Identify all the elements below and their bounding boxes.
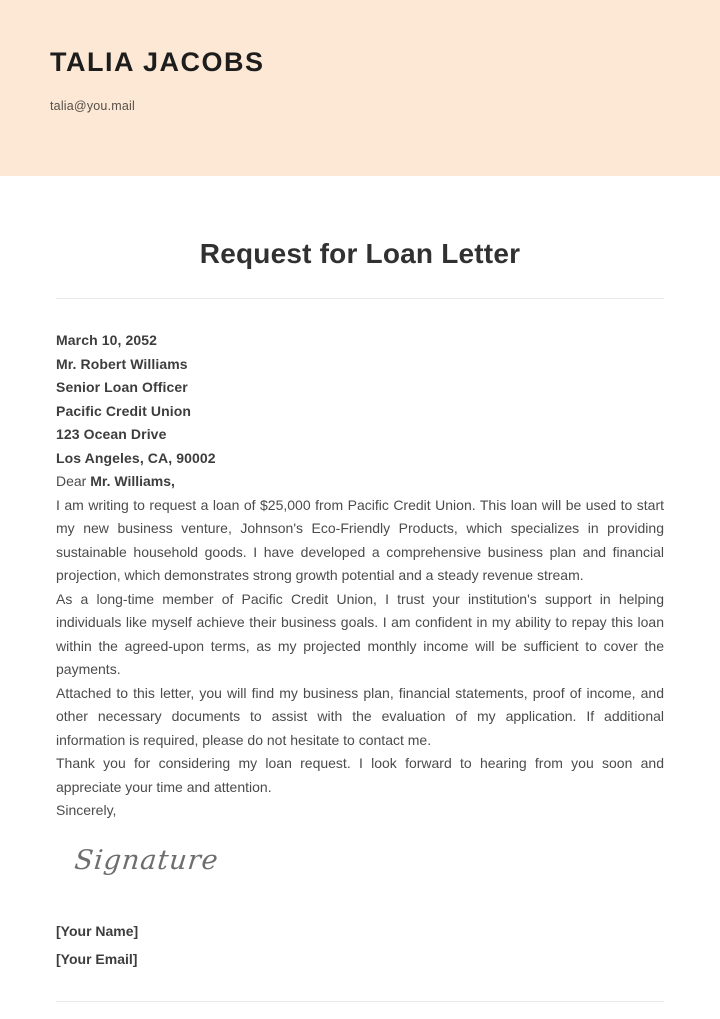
recipient-title: Senior Loan Officer: [56, 379, 188, 395]
letter-date: March 10, 2052: [56, 332, 158, 348]
salutation: [56, 470, 664, 494]
paragraph-2: As a long-time member of Pacific Credit Union, I trust your institution's support in helping individuals like myself achieve their business goals. I am confident in my ability to repay this loan within the agreed-upon terms, as my projected monthly income will be sufficient to cover the payments.: [56, 590, 664, 677]
document-title: Request for Loan Letter: [199, 238, 521, 269]
letterhead: [0, 0, 720, 176]
your-email-placeholder: [Your Email]: [56, 951, 138, 967]
paragraph-4: Thank you for considering my loan request. I look forward to hearing from you soon and appreciate your time and attention.: [56, 755, 664, 795]
address-block: [56, 329, 664, 470]
closing: Sincerely,: [56, 802, 117, 818]
signature-script: Signature: [73, 844, 221, 876]
recipient-city: Los Angeles, CA, 90002: [56, 449, 216, 466]
paragraph-3: Attached to this letter, you will find my business plan, financial statements, proof of income, and other necessary documents to assist with the evaluation of my application. If additional information is required, please do not hesitate to contact me.: [56, 684, 664, 748]
top-divider: [56, 298, 664, 299]
recipient-name: Mr. Robert Williams: [56, 355, 188, 372]
salutation-prefix: Dear: [56, 473, 91, 489]
salutation-name: Mr. Williams,: [90, 473, 175, 489]
recipient-street: 123 Ocean Drive: [56, 426, 167, 442]
bottom-divider: [56, 1001, 664, 1002]
letter-body: [56, 329, 664, 972]
letter-content: [0, 238, 720, 1002]
sender-email: talia@you.mail: [50, 98, 135, 113]
your-name-placeholder: [Your Name]: [56, 922, 139, 939]
sender-name: TALIA JACOBS: [50, 47, 265, 77]
recipient-organization: Pacific Credit Union: [56, 402, 192, 419]
paragraph-1: I am writing to request a loan of $25,000 from Pacific Credit Union. This loan will be used to start my new business venture, Johnson's Eco-Friendly Products, which specializes in providing sustainable household goods. I have developed a comprehensive business plan and financial projection, which demonstrates strong growth potential and a steady revenue stream.: [56, 496, 664, 583]
